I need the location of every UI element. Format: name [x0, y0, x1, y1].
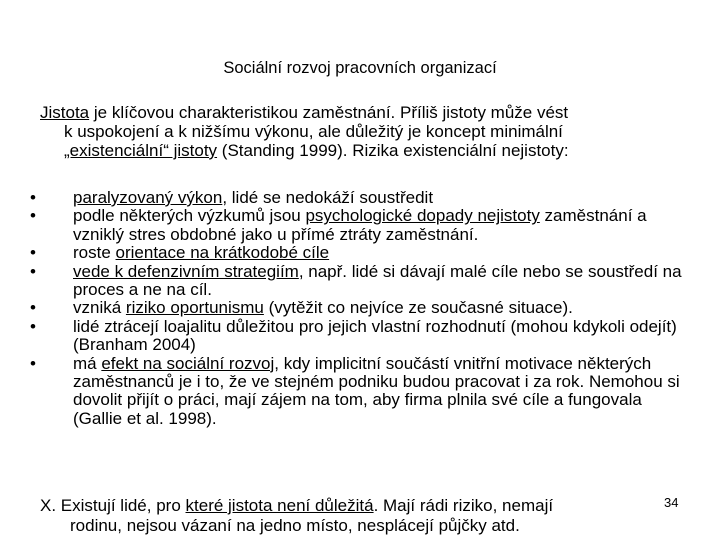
bullet-text: , např. lidé si dávají malé cíle nebo se soustředí na proces a ne na cíl.	[73, 261, 682, 300]
bullet-text: zaměstnání a vzniklý stres obdobné jako u přímé ztráty zaměstnání.	[73, 206, 647, 244]
bullet-item	[30, 189, 690, 207]
footer-text: . Mají rádi riziko, nemají	[373, 496, 554, 515]
bullet-term: riziko oportunismu	[125, 298, 264, 318]
bullet-text: podle některých výzkumů jsou	[73, 206, 306, 226]
intro-line-2: k uspokojení a k nižšímu výkonu, ale důležitý je koncept minimální	[64, 122, 563, 141]
intro-text: (Standing 1999). Rizika existenciální nejistoty:	[217, 141, 569, 160]
bullet-term: orientace na krátkodobé cíle	[115, 243, 330, 263]
bullet-icon: •	[30, 188, 36, 207]
bullet-item	[30, 263, 690, 300]
bullet-term: vede k defenzivním strategiím	[73, 261, 299, 281]
intro-line-3	[40, 141, 690, 160]
footer-term: které jistota není důležitá	[185, 496, 374, 515]
bullet-term: efekt na sociální rozvoj	[101, 353, 275, 373]
bullet-text: vzniká	[73, 298, 126, 318]
risk-bullet-list	[30, 189, 690, 428]
bullet-item	[30, 207, 690, 244]
bullet-term: psychologické dopady nejistoty	[305, 206, 540, 226]
footer-paragraph	[40, 496, 680, 536]
footer-text: X. Existují lidé, pro	[40, 496, 186, 515]
page-number: 34	[664, 495, 679, 510]
intro-line-1	[40, 103, 690, 122]
bullet-term: paralyzovaný výkon	[73, 188, 223, 207]
bullet-icon: •	[30, 316, 36, 336]
bullet-icon: •	[30, 206, 36, 226]
intro-paragraph	[40, 103, 690, 160]
bullet-item	[30, 244, 690, 262]
slide-title: Sociální rozvoj pracovních organizací	[223, 59, 497, 77]
intro-term-jistota: Jistota	[40, 103, 90, 122]
bullet-item	[30, 318, 690, 355]
intro-text: je klíčovou charakteristikou zaměstnání. Příliš jistoty může vést	[89, 103, 569, 122]
bullet-item	[30, 299, 690, 317]
bullet-text: , kdy implicitní součástí vnitřní motivace některých zaměstnanců je i to, že ve stejném podniku budou pracovat i za rok. Nemohou si dovolit přijít o práci, mají zájem na tom, aby firma plnila své cíle a fungovala (Gallie et al. 1998).	[73, 353, 680, 428]
bullet-icon: •	[30, 243, 36, 263]
bullet-text: má	[73, 353, 102, 373]
bullet-icon: •	[30, 298, 36, 318]
footer-line-1	[40, 496, 680, 516]
bullet-text: , lidé se nedokáží soustředit	[222, 188, 434, 207]
intro-term-existencialni-jistota: „existenciální“ jistoty	[64, 141, 218, 160]
bullet-item	[30, 355, 690, 429]
bullet-text: roste	[73, 243, 116, 263]
bullet-icon: •	[30, 261, 36, 281]
footer-line-2: rodinu, nejsou vázaní na jedno místo, nesplácejí půjčky atd.	[70, 516, 520, 535]
bullet-text: lidé ztrácejí loajalitu důležitou pro jejich vlastní rozhodnutí (mohou kdykoli odejít) (Branham 2004)	[73, 316, 677, 355]
bullet-text: (vytěžit co nejvíce ze současné situace).	[263, 298, 573, 318]
bullet-icon: •	[30, 353, 36, 373]
